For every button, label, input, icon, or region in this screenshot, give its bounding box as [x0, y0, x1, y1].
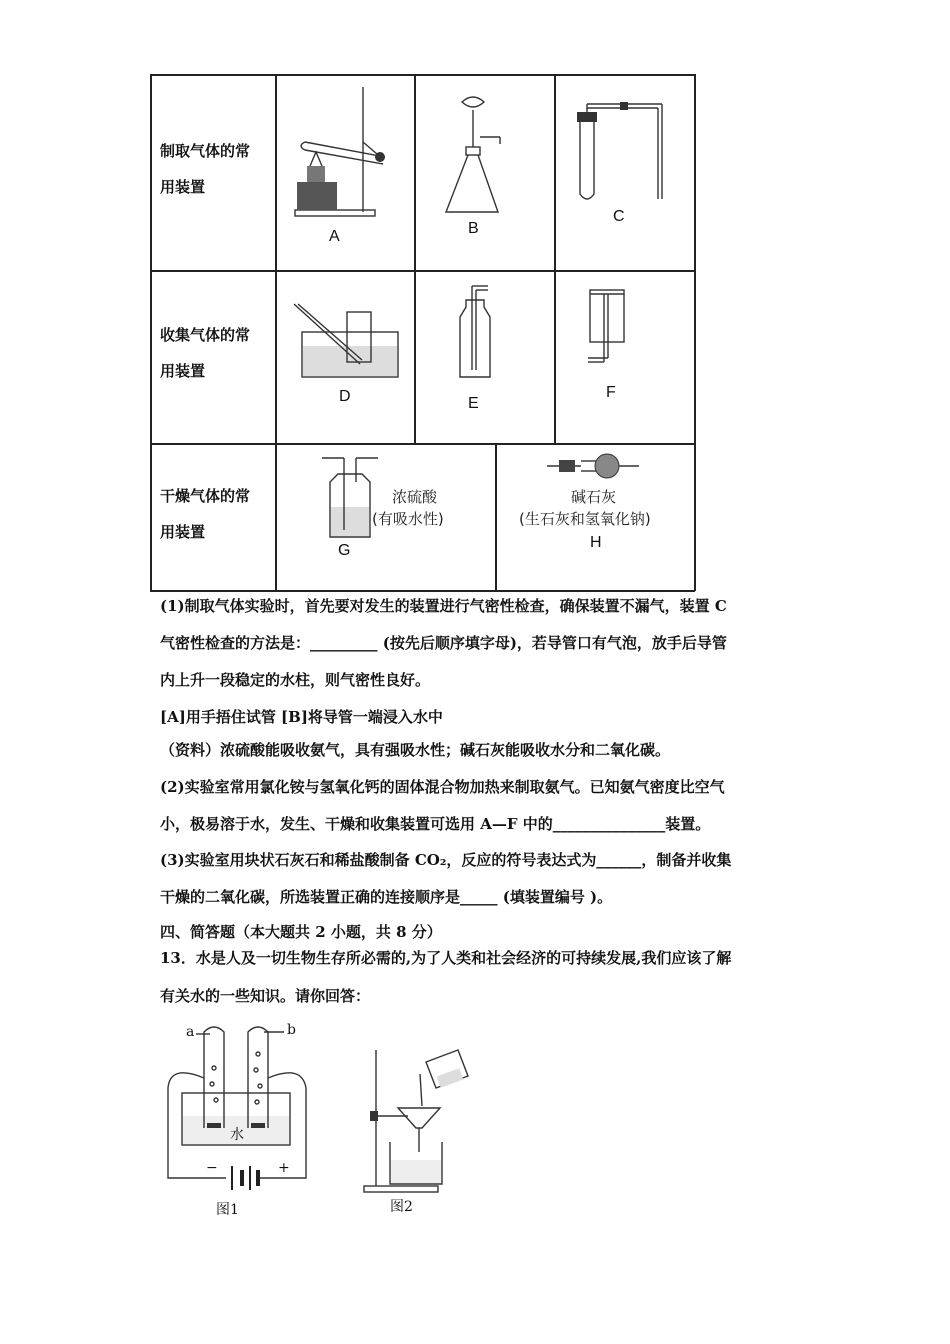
q1-line2: 气密性检查的方法是：_________ (按先后顺序填字母)，若导管口有气泡，放手后导管 — [160, 634, 727, 652]
q13-line1: 13．水是人及一切生物生存所必需的,为了人类和社会经济的可持续发展,我们应该了解 — [160, 949, 732, 967]
row-label-line: 制取气体的常 — [160, 142, 251, 160]
figure1-plus-sign: + — [278, 1160, 290, 1176]
row-label-production — [160, 133, 270, 205]
row-label-line: 收集气体的常 — [160, 326, 251, 344]
apparatus-b-diagram — [440, 92, 530, 222]
apparatus-e-diagram — [448, 282, 508, 387]
q3-line1: (3)实验室用块状石灰石和稀盐酸制备 CO₂，反应的符号表达式为______，制备并收集 — [160, 851, 732, 869]
apparatus-c-diagram — [570, 94, 680, 214]
figure1-caption: 图1 — [216, 1202, 239, 1218]
g-label-line2: (有吸水性) — [372, 510, 444, 528]
row-label-line: 用装置 — [160, 178, 206, 196]
apparatus-label-g: G — [338, 542, 351, 559]
row-label-collection — [160, 317, 270, 389]
section-heading: 四、简答题（本大题共 2 小题，共 8 分） — [160, 923, 442, 941]
apparatus-f-diagram — [580, 284, 640, 379]
figure2-caption: 图2 — [390, 1199, 413, 1215]
row-label-line: 用装置 — [160, 523, 206, 541]
row-label-drying — [160, 478, 270, 550]
row-label-line: 干燥气体的常 — [160, 487, 251, 505]
figure1-label-a: a — [186, 1024, 195, 1040]
q2-line1: (2)实验室常用氯化铵与氢氧化钙的固体混合物加热来制取氨气。已知氨气密度比空气 — [160, 778, 725, 796]
q13-line2: 有关水的一些知识。请你回答： — [160, 987, 371, 1005]
h-label-line1: 碱石灰 — [571, 488, 617, 506]
q1-line1: (1)制取气体实验时，首先要对发生的装置进行气密性检查，确保装置不漏气，装置 C — [160, 597, 727, 615]
q1-line3: 内上升一段稳定的水柱，则气密性良好。 — [160, 671, 431, 689]
apparatus-h-diagram — [545, 449, 645, 484]
apparatus-label-c: C — [613, 208, 625, 225]
figure2-filtration-diagram — [360, 1046, 475, 1196]
info-text: （资料）浓硫酸能吸收氨气，具有强吸水性；碱石灰能吸收水分和二氧化碳。 — [160, 741, 671, 759]
g-label-line1: 浓硫酸 — [392, 488, 438, 506]
figure1-water-label: 水 — [230, 1127, 244, 1143]
h-label-line2: (生石灰和氢氧化钠) — [519, 510, 651, 528]
figure1-minus-sign: − — [206, 1160, 218, 1176]
apparatus-label-f: F — [606, 384, 616, 401]
figure1-electrolysis-diagram — [160, 1018, 320, 1203]
q3-line2: 干燥的二氧化碳，所选装置正确的连接顺序是_____ (填装置编号 )。 — [160, 888, 613, 906]
apparatus-label-a: A — [329, 228, 340, 245]
apparatus-label-e: E — [468, 395, 479, 412]
apparatus-d-diagram — [292, 302, 402, 382]
apparatus-label-d: D — [339, 388, 351, 405]
apparatus-label-h: H — [590, 534, 602, 551]
apparatus-label-b: B — [468, 220, 479, 237]
q2-line2: 小，极易溶于水，发生、干燥和收集装置可选用 A—F 中的_______________装置。 — [160, 815, 711, 833]
q1-options: [A]用手捂住试管 [B]将导管一端浸入水中 — [160, 708, 443, 726]
figure1-label-b: b — [287, 1022, 296, 1038]
row-label-line: 用装置 — [160, 362, 206, 380]
apparatus-a-diagram — [285, 82, 405, 232]
